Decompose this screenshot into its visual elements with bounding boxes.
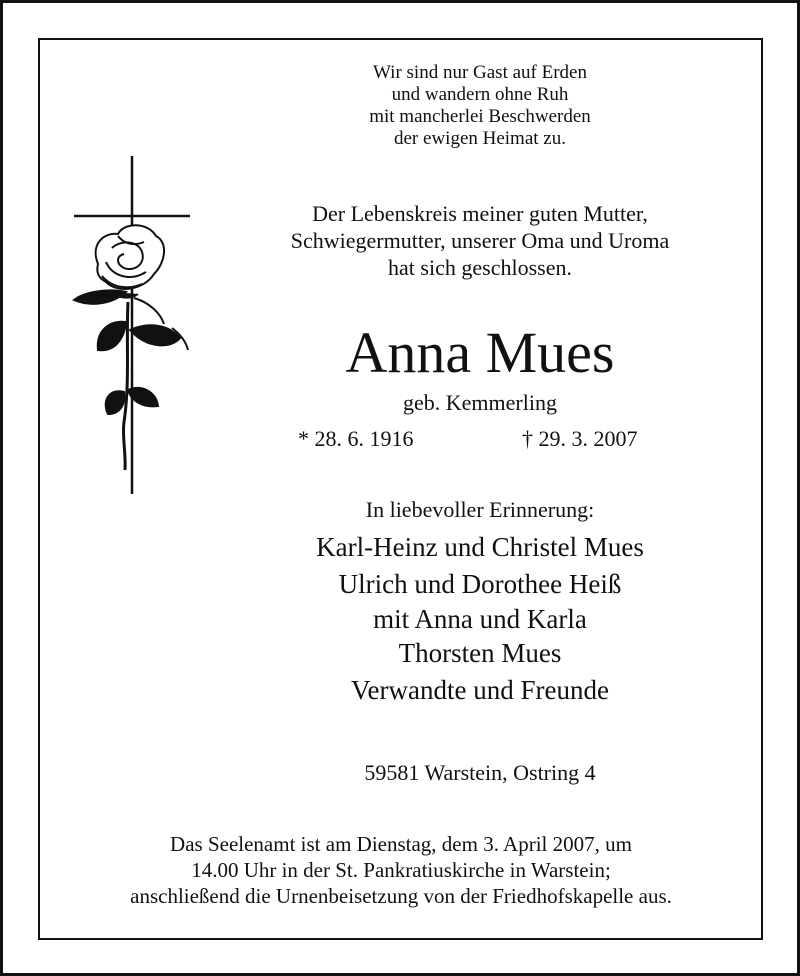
mourners-list: [230, 529, 730, 709]
maiden-name: geb. Kemmerling: [403, 390, 557, 415]
service-line: anschließend die Urnenbeisetzung von der Friedhofskapelle aus.: [130, 884, 672, 908]
intro-line: hat sich geschlossen.: [388, 255, 572, 280]
service-info: [40, 831, 762, 909]
birth-date: * 28. 6. 1916: [298, 426, 414, 451]
cross-icon: [74, 156, 190, 494]
poem-line: Wir sind nur Gast auf Erden: [373, 62, 587, 83]
service-line: Das Seelenamt ist am Dienstag, dem 3. April 2007, um: [170, 832, 632, 856]
mourner-line: Verwandte und Freunde: [351, 675, 609, 705]
cross-rose-illustration: [68, 152, 198, 498]
mourner-line: Karl-Heinz und Christel Mues: [316, 532, 644, 562]
death-date: † 29. 3. 2007: [522, 426, 638, 451]
memory-heading: In liebevoller Erinnerung:: [365, 497, 595, 522]
mourner-line: mit Anna und Karla: [373, 604, 587, 634]
address: 59581 Warstein, Ostring 4: [364, 760, 596, 785]
intro-line: Schwiegermutter, unserer Oma und Uroma: [290, 228, 670, 253]
service-line: 14.00 Uhr in der St. Pankratiuskirche in Warstein;: [191, 858, 611, 882]
poem-line: der ewigen Heimat zu.: [394, 128, 566, 149]
deceased-name: Anna Mues: [345, 320, 615, 385]
poem: [230, 62, 730, 150]
intro-text: [230, 200, 730, 281]
poem-line: mit mancherlei Beschwerden: [369, 106, 591, 127]
intro-line: Der Lebenskreis meiner guten Mutter,: [312, 201, 648, 226]
mourner-line: Thorsten Mues: [398, 638, 562, 668]
mourner-line: Ulrich und Dorothee Heiß: [338, 569, 622, 599]
poem-line: und wandern ohne Ruh: [391, 84, 569, 105]
